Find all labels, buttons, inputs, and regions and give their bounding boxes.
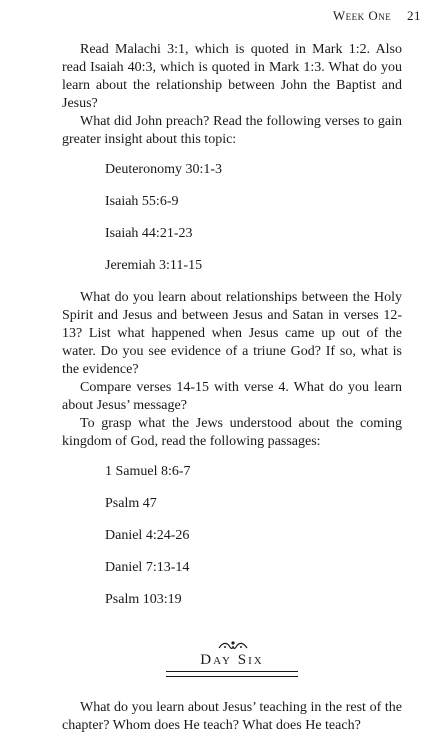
verse-item: Isaiah 44:21-23 bbox=[105, 226, 193, 241]
paragraph-kingdom: To grasp what the Jews understood about the coming kingdom of God, read the following passages: bbox=[62, 416, 402, 449]
day-title-rule bbox=[166, 671, 298, 677]
page-body bbox=[62, 41, 402, 735]
verse-item: 1 Samuel 8:6-7 bbox=[105, 464, 191, 479]
paragraph-holy-spirit: What do you learn about relationships between the Holy Spirit and Jesus and between Jesus and Satan in verses 12-13? List what happened when Jesus came up out of the water. Do you see evidence of a triune God? If so, what is the evidence? bbox=[62, 290, 402, 377]
verse-item: Psalm 47 bbox=[105, 496, 157, 511]
page-number: 21 bbox=[407, 8, 421, 23]
verse-item: Isaiah 55:6-9 bbox=[105, 194, 179, 209]
verse-item: Deuteronomy 30:1-3 bbox=[105, 162, 223, 177]
paragraph-john-preach: What did John preach? Read the following verses to gain greater insight about this topic: bbox=[62, 114, 402, 147]
day-section-header bbox=[62, 633, 402, 693]
verse-list-john bbox=[62, 161, 402, 275]
running-head-week: Week One bbox=[332, 8, 392, 23]
verse-item: Daniel 4:24-26 bbox=[105, 528, 190, 543]
verse-item: Jeremiah 3:11-15 bbox=[105, 258, 203, 273]
paragraph-teaching: What do you learn about Jesus’ teaching in the rest of the chapter? Whom does He teach? What does He teach? bbox=[62, 700, 402, 733]
day-title: Day Six bbox=[200, 652, 264, 668]
paragraph-malachi: Read Malachi 3:1, which is quoted in Mark 1:2. Also read Isaiah 40:3, which is quoted in Mark 1:3. What do you learn about the relationship between John the Baptist and Jesus? bbox=[62, 42, 402, 111]
verse-item: Psalm 103:19 bbox=[105, 592, 182, 607]
verse-list-kingdom bbox=[62, 463, 402, 609]
verse-item: Daniel 7:13-14 bbox=[105, 560, 190, 575]
paragraph-compare-verses: Compare verses 14-15 with verse 4. What do you learn about Jesus’ message? bbox=[62, 380, 402, 413]
running-head bbox=[333, 8, 421, 24]
